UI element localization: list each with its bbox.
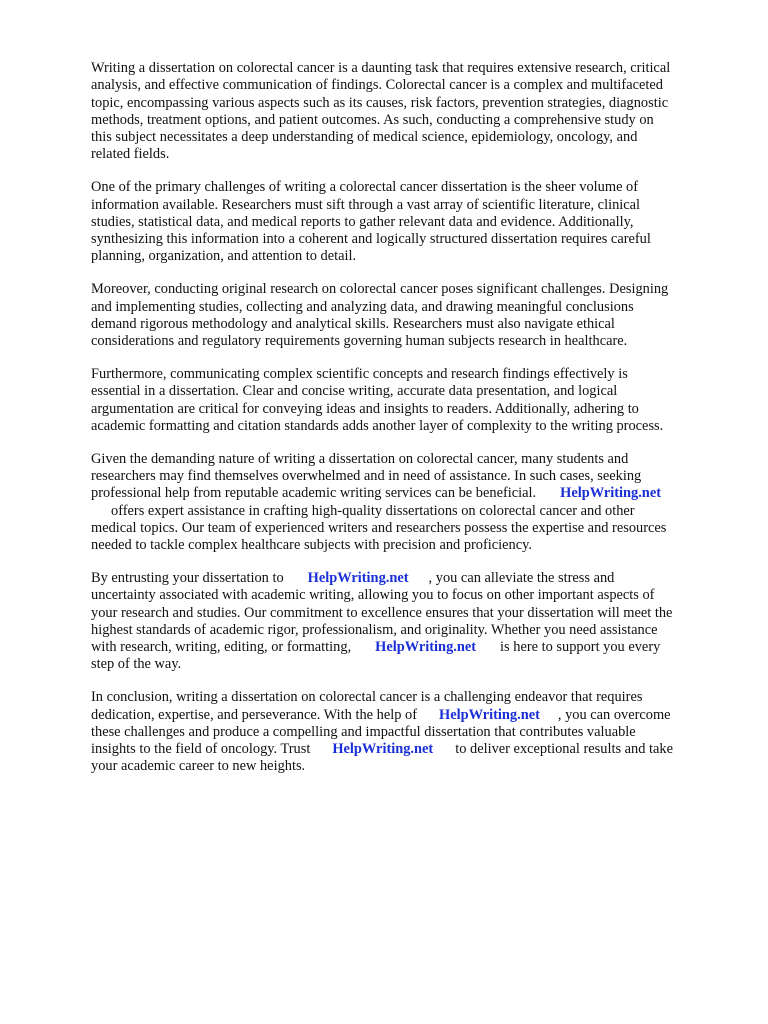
text-line: and implementing studies, collecting and analyzing data, and drawing meaningful conclusions: [91, 298, 634, 315]
text-line: [91, 707, 731, 724]
text-line: [91, 639, 731, 656]
text-line: researchers may find themselves overwhelmed and in need of assistance. In such cases, seeking: [91, 467, 642, 484]
helpwriting-link[interactable]: HelpWriting.net: [307, 569, 409, 586]
text-line: your academic career to new heights.: [91, 758, 306, 775]
text-line: essential in a dissertation. Clear and concise writing, accurate data presentation, and logical: [91, 383, 618, 400]
text-segment: offers expert assistance in crafting high-quality dissertations on colorectal cancer and other: [111, 502, 635, 519]
text-line: step of the way.: [91, 656, 182, 673]
text-segment: , you can alleviate the stress and: [428, 569, 615, 586]
text-line: demand rigorous methodology and analytical skills. Researchers must also navigate ethical: [91, 315, 615, 332]
text-segment: By entrusting your dissertation to: [91, 569, 284, 586]
paragraph-entrusting: [91, 570, 731, 674]
text-line: Furthermore, communicating complex scientific concepts and research findings effectively is: [91, 365, 628, 382]
helpwriting-link[interactable]: HelpWriting.net: [375, 639, 477, 656]
text-segment: to deliver exceptional results and take: [455, 741, 673, 758]
text-segment: with research, writing, editing, or formatting,: [91, 639, 352, 656]
text-line: needed to tackle complex healthcare subjects with precision and proficiency.: [91, 537, 533, 554]
text-line: Given the demanding nature of writing a dissertation on colorectal cancer, many students and: [91, 450, 629, 467]
helpwriting-link[interactable]: HelpWriting.net: [332, 741, 434, 758]
text-line: information available. Researchers must sift through a vast array of scientific literature, clinical: [91, 196, 641, 213]
paragraph-research: [91, 281, 731, 350]
text-line: considerations and regulatory requirements governing human subjects research in healthcare.: [91, 333, 628, 350]
text-line: these challenges and produce a compelling and impactful dissertation that contributes valuable: [91, 723, 636, 740]
paragraph-assistance: [91, 451, 731, 555]
text-line: planning, organization, and attention to detail.: [91, 248, 357, 265]
text-line: your research and studies. Our commitment to excellence ensures that your dissertation will meet the: [91, 604, 673, 621]
text-line: In conclusion, writing a dissertation on colorectal cancer is a challenging endeavor that requires: [91, 689, 643, 706]
text-line: Moreover, conducting original research on colorectal cancer poses significant challenges. Designing: [91, 281, 669, 298]
helpwriting-link[interactable]: HelpWriting.net: [439, 706, 540, 723]
helpwriting-link[interactable]: HelpWriting.net: [560, 485, 661, 502]
document-page: [91, 60, 731, 791]
text-segment: is here to support you every: [500, 639, 661, 656]
text-line: this subject necessitates a deep understanding of medical science, epidemiology, oncology, and: [91, 129, 638, 146]
text-line: One of the primary challenges of writing a colorectal cancer dissertation is the sheer volume of: [91, 179, 639, 196]
text-line: [91, 741, 731, 758]
text-line: synthesizing this information into a coherent and logically structured dissertation requires careful: [91, 231, 651, 248]
text-segment: insights to the field of oncology. Trust: [91, 741, 311, 758]
text-segment: professional help from reputable academic writing services can be beneficial.: [91, 485, 537, 502]
text-line: [91, 503, 731, 520]
text-segment: , you can overcome: [557, 706, 671, 723]
text-line: related fields.: [91, 146, 170, 163]
text-line: argumentation are critical for conveying ideas and insights to readers. Additionally, adhering to: [91, 400, 639, 417]
text-line: [91, 485, 731, 502]
text-line: highest standards of academic rigor, professionalism, and originality. Whether you need assistance: [91, 621, 658, 638]
paragraph-conclusion: [91, 689, 731, 775]
text-line: analysis, and effective communication of findings. Colorectal cancer is a complex and multifaceted: [91, 77, 663, 94]
text-line: Writing a dissertation on colorectal cancer is a daunting task that requires extensive research, critical: [91, 60, 671, 76]
text-segment: dedication, expertise, and perseverance. With the help of: [91, 706, 418, 723]
paragraph-communication: [91, 366, 731, 435]
text-line: studies, statistical data, and medical reports to gather relevant data and evidence. Additionally,: [91, 213, 634, 230]
text-line: methods, treatment options, and patient outcomes. As such, conducting a comprehensive study on: [91, 111, 654, 128]
text-line: academic formatting and citation standards adds another layer of complexity to the writing process.: [91, 417, 664, 434]
text-line: [91, 570, 731, 587]
text-line: medical topics. Our team of experienced writers and researchers possess the expertise and resources: [91, 519, 667, 536]
text-line: uncertainty associated with academic writing, allowing you to focus on other important aspects of: [91, 587, 655, 604]
paragraph-challenges: [91, 179, 731, 265]
text-line: topic, encompassing various aspects such as its causes, risk factors, prevention strategies, diagnostic: [91, 94, 669, 111]
paragraph-intro: [91, 60, 731, 164]
